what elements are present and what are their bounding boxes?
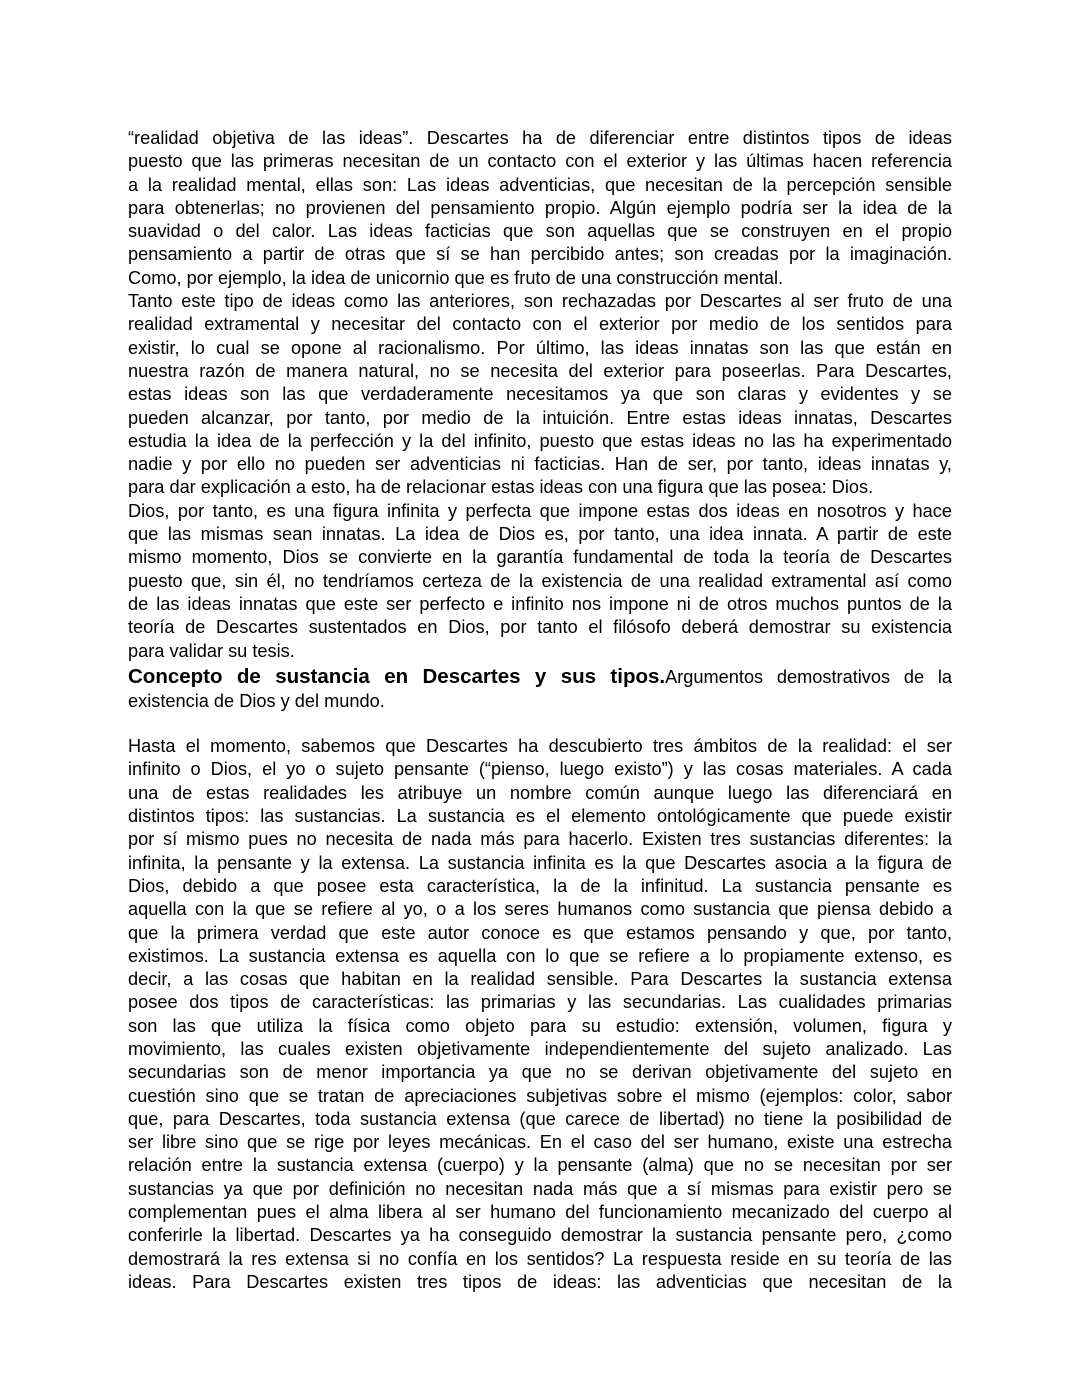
text-line: que la primera verdad que este autor conoce es que estamos pensando y que, por tanto, (128, 922, 952, 943)
text-line: a la realidad mental, ellas son: Las ideas adventicias, que necesitan de la percepción sensible (128, 174, 952, 195)
text-line: para dar explicación a esto, ha de relacionar estas ideas con una figura que las posea: Dios. (128, 477, 874, 498)
text-line: “realidad objetiva de las ideas”. Descartes ha de diferenciar entre distintos tipos de ideas (128, 128, 952, 148)
text-line: una de estas realidades les atribuye un nombre común aunque luego las diferenciará en (128, 782, 952, 803)
text-line: demostrará la res extensa si no confía en los sentidos? La respuesta reside en su teoría de las (128, 1248, 952, 1269)
text-line: distintos tipos: las sustancias. La sustancia es el elemento ontológicamente que puede existir (128, 806, 952, 827)
text-line: puesto que, sin él, no tendríamos certeza de la existencia de una realidad extramental así como (128, 570, 952, 591)
text-line: realidad extramental y necesitar del contacto con el exterior por medio de los sentidos para (128, 314, 952, 335)
text-line: secundarias son de menor importancia ya que no se derivan objetivamente del sujeto en (128, 1062, 952, 1083)
text-line: que las mismas sean innatas. La idea de Dios es, por tanto, una idea innata. A partir de este (128, 524, 952, 545)
text-line: cuestión sino que se tratan de apreciaciones subjetivas sobre el mismo (ejemplos: color, sabor (128, 1085, 952, 1106)
text-line: suavidad o del calor. Las ideas facticias que son aquellas que se construyen en el propio (128, 221, 952, 242)
document-page (128, 127, 952, 1294)
text-line: sustancias ya que por definición no necesitan nada más que a sí mismas para existir pero se (128, 1178, 952, 1199)
text-line: que, para Descartes, toda sustancia extensa (que carece de libertad) no tiene la posibilidad de (128, 1108, 952, 1129)
text-line: conferirle la libertad. Descartes ya ha conseguido demostrar la sustancia pensante pero, ¿como (128, 1225, 952, 1246)
text-line: infinito o Dios, el yo o sujeto pensante (“pienso, luego existo”) y las cosas materiales. A cada (128, 759, 952, 780)
text-line: estudia la idea de la perfección y la del infinito, puesto que estas ideas no las ha experimentado (128, 430, 952, 451)
text-line: Como, por ejemplo, la idea de unicornio que es fruto de una construcción mental. (128, 267, 784, 288)
text-line: de las ideas innatas que este ser perfecto e infinito nos impone ni de otros muchos puntos de la (128, 593, 952, 614)
text-line: aquella con la que se refiere al yo, o a los seres humanos como sustancia que piensa debido a (128, 899, 952, 920)
paragraph-innate-ideas (128, 290, 952, 500)
text-line: mismo momento, Dios se convierte en la garantía fundamental de toda la teoría de Descartes (128, 547, 952, 568)
text-line: nadie y por ello no pueden ser adventicias ni facticias. Han de ser, por tanto, ideas innatas y, (128, 454, 952, 475)
text-line: ideas. Para Descartes existen tres tipos de ideas: las adventicias que necesitan de la (128, 1271, 952, 1292)
heading-subtitle: Argumentos demostrativos de la (665, 666, 952, 687)
heading-continuation: existencia de Dios y del mundo. (128, 690, 385, 711)
section-heading (128, 663, 952, 713)
text-line: Tanto este tipo de ideas como las anteriores, son rechazadas por Descartes al ser fruto de una (128, 291, 952, 312)
text-line: para validar su tesis. (128, 640, 295, 661)
text-line: Dios, debido a que posee esta característica, la de la infinitud. La sustancia pensante es (128, 875, 952, 896)
text-line: teoría de Descartes sustentados en Dios, por tanto el filósofo deberá demostrar su existencia (128, 617, 952, 638)
text-line: Dios, por tanto, es una figura infinita y perfecta que impone estas dos ideas en nosotros y hace (128, 500, 952, 521)
heading-title: Concepto de sustancia en Descartes y sus tipos. (128, 664, 666, 688)
paragraph-substance (128, 735, 952, 1294)
text-line: decir, a las cosas que habitan en la realidad sensible. Para Descartes la sustancia extensa (128, 969, 952, 990)
paragraph-spacer (128, 713, 952, 735)
text-line: existir, lo cual se opone al racionalismo. Por último, las ideas innatas son las que están en (128, 337, 952, 358)
paragraph-ideas-types (128, 127, 952, 290)
text-line: posee dos tipos de características: las primarias y las secundarias. Las cualidades primarias (128, 992, 952, 1013)
text-line: infinita, la pensante y la extensa. La sustancia infinita es la que Descartes asocia a la figura de (128, 852, 952, 873)
text-line: pueden alcanzar, por tanto, por medio de la intuición. Entre estas ideas innatas, Descartes (128, 407, 952, 428)
text-line: por sí mismo pues no necesita de nada más para hacerlo. Existen tres sustancias diferentes: la (128, 829, 952, 850)
text-line: puesto que las primeras necesitan de un contacto con el exterior y las últimas hacen referencia (128, 151, 952, 172)
text-line: complementan pues el alma libera al ser humano del funcionamiento mecanizado del cuerpo al (128, 1202, 952, 1223)
text-line: son las que utiliza la física como objeto para su estudio: extensión, volumen, figura y (128, 1015, 952, 1036)
text-line: Hasta el momento, sabemos que Descartes ha descubierto tres ámbitos de la realidad: el ser (128, 736, 952, 757)
text-line: movimiento, las cuales existen objetivamente independientemente del sujeto analizado. Las (128, 1038, 952, 1059)
text-line: estas ideas son las que verdaderamente necesitamos ya que son claras y evidentes y se (128, 384, 952, 405)
text-line: existimos. La sustancia extensa es aquella con lo que se refiere a lo propiamente extenso, es (128, 945, 952, 966)
text-line: ser libre sino que se rige por leyes mecánicas. En el caso del ser humano, existe una estrecha (128, 1132, 952, 1153)
heading-line (128, 663, 952, 690)
text-line: pensamiento a partir de otras que sí se han percibido antes; son creadas por la imaginación. (128, 244, 952, 265)
text-line: nuestra razón de manera natural, no se necesita del exterior para poseerlas. Para Descartes, (128, 360, 952, 381)
text-line: para obtenerlas; no provienen del pensamiento propio. Algún ejemplo podría ser la idea de la (128, 197, 952, 218)
paragraph-god (128, 500, 952, 663)
text-line: relación entre la sustancia extensa (cuerpo) y la pensante (alma) que no se necesitan por ser (128, 1155, 952, 1176)
